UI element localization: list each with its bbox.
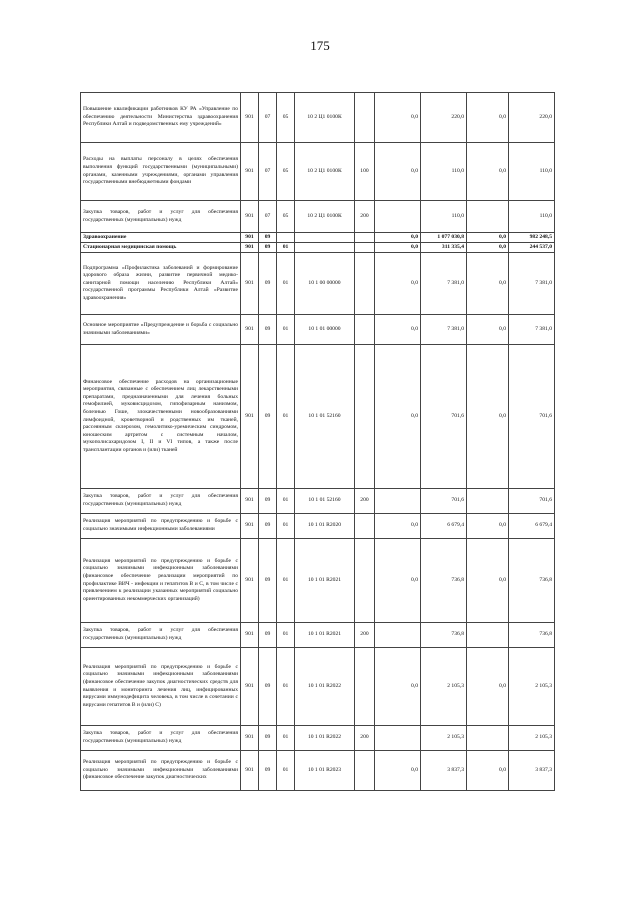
amount-col-2: 220,0 bbox=[421, 93, 467, 143]
section-code: 09 bbox=[259, 253, 277, 315]
amount-col-4: 110,0 bbox=[509, 143, 555, 201]
ministry-code: 901 bbox=[241, 514, 259, 539]
ministry-code: 901 bbox=[241, 345, 259, 489]
expense-type bbox=[355, 648, 375, 726]
amount-col-1: 0,0 bbox=[375, 315, 421, 345]
amount-col-3: 0,0 bbox=[467, 539, 509, 623]
amount-col-4: 701,6 bbox=[509, 345, 555, 489]
amount-col-4: 2 105,3 bbox=[509, 726, 555, 751]
row-name: Повышение квалификации работников КУ РА «Управление по обеспечению деятельности Министерства здравоохранения Республики Алтай и подведомственных ему учреждений» bbox=[81, 93, 241, 143]
page-number: 175 bbox=[310, 38, 330, 53]
ministry-code: 901 bbox=[241, 243, 259, 253]
amount-col-3: 0,0 bbox=[467, 751, 509, 791]
amount-col-3 bbox=[467, 489, 509, 514]
amount-col-1 bbox=[375, 623, 421, 648]
amount-col-1 bbox=[375, 489, 421, 514]
ministry-code: 901 bbox=[241, 201, 259, 233]
section-code: 07 bbox=[259, 143, 277, 201]
table-row bbox=[81, 623, 555, 648]
row-name: Стационарная медицинская помощь bbox=[81, 243, 241, 253]
subsection-code: 01 bbox=[277, 514, 295, 539]
amount-col-2: 2 105,3 bbox=[421, 648, 467, 726]
row-name: Реализация мероприятий по предупреждению и борьбе с социально значимыми инфекционными заболеваниями (финансовое обеспечение реализации мероприятий по профилактике ВИЧ - инфекции и гепатитов В и С, в том числе с привлечением к реализации указанных мероприятий социально ориентированных некоммерческих организаций) bbox=[81, 539, 241, 623]
amount-col-3: 0,0 bbox=[467, 243, 509, 253]
row-name: Здравоохранение bbox=[81, 233, 241, 243]
target-article: 10 1 01 R2021 bbox=[295, 539, 355, 623]
subsection-code: 01 bbox=[277, 726, 295, 751]
section-code: 09 bbox=[259, 243, 277, 253]
table-row bbox=[81, 201, 555, 233]
section-code: 07 bbox=[259, 201, 277, 233]
subsection-code: 01 bbox=[277, 345, 295, 489]
subsection-code: 01 bbox=[277, 751, 295, 791]
amount-col-1: 0,0 bbox=[375, 345, 421, 489]
table-body bbox=[81, 93, 555, 791]
target-article: 10 1 01 R2020 bbox=[295, 514, 355, 539]
amount-col-1: 0,0 bbox=[375, 93, 421, 143]
row-name: Реализация мероприятий по предупреждению и борьбе с социально значимыми инфекционными заболеваниями (финансовое обеспечение закупок диагностических bbox=[81, 751, 241, 791]
expense-type bbox=[355, 233, 375, 243]
subsection-code: 01 bbox=[277, 243, 295, 253]
expense-type bbox=[355, 315, 375, 345]
target-article: 10 1 01 R2022 bbox=[295, 726, 355, 751]
section-code: 09 bbox=[259, 648, 277, 726]
amount-col-4: 244 537,0 bbox=[509, 243, 555, 253]
section-code: 09 bbox=[259, 345, 277, 489]
amount-col-3: 0,0 bbox=[467, 233, 509, 243]
subsection-code: 01 bbox=[277, 539, 295, 623]
table-row bbox=[81, 243, 555, 253]
expense-type bbox=[355, 539, 375, 623]
expense-type: 100 bbox=[355, 143, 375, 201]
section-code: 09 bbox=[259, 489, 277, 514]
amount-col-4: 6 679,4 bbox=[509, 514, 555, 539]
row-name: Закупка товаров, работ и услуг для обеспечения государственных (муниципальных) нужд bbox=[81, 726, 241, 751]
target-article: 10 1 01 00000 bbox=[295, 315, 355, 345]
row-name: Финансовое обеспечение расходов на организационные мероприятия, связанные с обеспечением лиц лекарственными препаратами, предназначенными для лечения больных гемофилией, муковисцидозом, гипофизарным нанизмом, болезнью Гоше, злокачественными новообразованиями лимфоидной, кроветворной и родственных им тканей, рассеянным склерозом, гемолитико-уремическим синдромом, юношеским артритом с системным началом, мукополисахаридозом I, II и VI типов, а также после трансплантации органов и (или) тканей bbox=[81, 345, 241, 489]
amount-col-4: 220,0 bbox=[509, 93, 555, 143]
amount-col-3: 0,0 bbox=[467, 648, 509, 726]
subsection-code: 05 bbox=[277, 143, 295, 201]
section-code: 09 bbox=[259, 751, 277, 791]
amount-col-4: 7 381,0 bbox=[509, 315, 555, 345]
amount-col-3: 0,0 bbox=[467, 345, 509, 489]
target-article: 10 1 01 R2022 bbox=[295, 648, 355, 726]
amount-col-4: 701,6 bbox=[509, 489, 555, 514]
amount-col-2: 1 077 030,8 bbox=[421, 233, 467, 243]
target-article bbox=[295, 233, 355, 243]
ministry-code: 901 bbox=[241, 93, 259, 143]
row-name: Закупка товаров, работ и услуг для обеспечения государственных (муниципальных) нужд bbox=[81, 489, 241, 514]
table-row bbox=[81, 93, 555, 143]
amount-col-1: 0,0 bbox=[375, 751, 421, 791]
amount-col-2: 3 837,3 bbox=[421, 751, 467, 791]
expense-type bbox=[355, 243, 375, 253]
row-name: Основное мероприятие «Предупреждение и борьба с социально значимыми заболеваниями» bbox=[81, 315, 241, 345]
amount-col-1: 0,0 bbox=[375, 233, 421, 243]
amount-col-4: 2 105,3 bbox=[509, 648, 555, 726]
section-code: 09 bbox=[259, 233, 277, 243]
amount-col-3: 0,0 bbox=[467, 315, 509, 345]
subsection-code bbox=[277, 233, 295, 243]
row-name: Реализация мероприятий по предупреждению и борьбе с социально значимыми инфекционными заболеваниями (финансовое обеспечение закупок диагностических средств для выявления и мониторинга лечения лиц, инфицированных вирусами иммунодефицита человека, в том числе в сочетании с вирусами гепатитов В и (или) С) bbox=[81, 648, 241, 726]
expense-type bbox=[355, 514, 375, 539]
subsection-code: 01 bbox=[277, 648, 295, 726]
amount-col-2: 736,8 bbox=[421, 623, 467, 648]
target-article: 10 1 01 52160 bbox=[295, 345, 355, 489]
target-article: 10 2 Ц1 0100К bbox=[295, 143, 355, 201]
table-row bbox=[81, 539, 555, 623]
table-row bbox=[81, 253, 555, 315]
row-name: Закупка товаров, работ и услуг для обеспечения государственных (муниципальных) нужд bbox=[81, 201, 241, 233]
section-code: 07 bbox=[259, 93, 277, 143]
expense-type bbox=[355, 345, 375, 489]
amount-col-3 bbox=[467, 623, 509, 648]
target-article: 10 1 00 00000 bbox=[295, 253, 355, 315]
amount-col-2: 2 105,3 bbox=[421, 726, 467, 751]
row-name: Закупка товаров, работ и услуг для обеспечения государственных (муниципальных) нужд bbox=[81, 623, 241, 648]
row-name: Реализация мероприятий по предупреждению и борьбе с социально значимыми инфекционными заболеваниями bbox=[81, 514, 241, 539]
amount-col-2: 7 381,0 bbox=[421, 315, 467, 345]
amount-col-1: 0,0 bbox=[375, 648, 421, 726]
ministry-code: 901 bbox=[241, 233, 259, 243]
amount-col-2: 110,0 bbox=[421, 201, 467, 233]
amount-col-4: 3 837,3 bbox=[509, 751, 555, 791]
table-row bbox=[81, 233, 555, 243]
ministry-code: 901 bbox=[241, 539, 259, 623]
amount-col-2: 701,6 bbox=[421, 489, 467, 514]
amount-col-4: 982 248,5 bbox=[509, 233, 555, 243]
subsection-code: 01 bbox=[277, 253, 295, 315]
table-row bbox=[81, 143, 555, 201]
section-code: 09 bbox=[259, 514, 277, 539]
section-code: 09 bbox=[259, 315, 277, 345]
subsection-code: 01 bbox=[277, 489, 295, 514]
subsection-code: 05 bbox=[277, 93, 295, 143]
amount-col-3: 0,0 bbox=[467, 253, 509, 315]
target-article: 10 1 01 R2021 bbox=[295, 623, 355, 648]
amount-col-2: 701,6 bbox=[421, 345, 467, 489]
expense-type bbox=[355, 751, 375, 791]
table-row bbox=[81, 489, 555, 514]
ministry-code: 901 bbox=[241, 143, 259, 201]
table-row bbox=[81, 751, 555, 791]
amount-col-2: 6 679,4 bbox=[421, 514, 467, 539]
expense-type: 200 bbox=[355, 489, 375, 514]
section-code: 09 bbox=[259, 623, 277, 648]
amount-col-3 bbox=[467, 726, 509, 751]
amount-col-3: 0,0 bbox=[467, 143, 509, 201]
subsection-code: 05 bbox=[277, 201, 295, 233]
row-name: Подпрограмма «Профилактика заболеваний и формирование здорового образа жизни, развитие первичной медико-санитарной помощи населению Республики Алтай» государственной программы Республики Алтай «Развитие здравоохранения» bbox=[81, 253, 241, 315]
ministry-code: 901 bbox=[241, 648, 259, 726]
target-article: 10 1 01 52160 bbox=[295, 489, 355, 514]
ministry-code: 901 bbox=[241, 315, 259, 345]
section-code: 09 bbox=[259, 726, 277, 751]
amount-col-2: 311 335,4 bbox=[421, 243, 467, 253]
subsection-code: 01 bbox=[277, 623, 295, 648]
expense-type: 200 bbox=[355, 201, 375, 233]
target-article: 10 2 Ц1 0100К bbox=[295, 201, 355, 233]
expense-type: 200 bbox=[355, 623, 375, 648]
table-row bbox=[81, 648, 555, 726]
amount-col-2: 110,0 bbox=[421, 143, 467, 201]
amount-col-2: 736,8 bbox=[421, 539, 467, 623]
amount-col-3: 0,0 bbox=[467, 514, 509, 539]
table-row bbox=[81, 315, 555, 345]
amount-col-1: 0,0 bbox=[375, 514, 421, 539]
expense-type bbox=[355, 93, 375, 143]
amount-col-2: 7 381,0 bbox=[421, 253, 467, 315]
target-article: 10 2 Ц1 0100К bbox=[295, 93, 355, 143]
expense-type: 200 bbox=[355, 726, 375, 751]
table-row bbox=[81, 726, 555, 751]
amount-col-1: 0,0 bbox=[375, 143, 421, 201]
table-row bbox=[81, 514, 555, 539]
ministry-code: 901 bbox=[241, 623, 259, 648]
amount-col-1 bbox=[375, 726, 421, 751]
amount-col-4: 736,8 bbox=[509, 623, 555, 648]
row-name: Расходы на выплаты персоналу в целях обеспечения выполнения функций государственными (муниципальными) органами, казенными учреждениями, органами управления государственными внебюджетными фондами bbox=[81, 143, 241, 201]
ministry-code: 901 bbox=[241, 751, 259, 791]
expense-type bbox=[355, 253, 375, 315]
subsection-code: 01 bbox=[277, 315, 295, 345]
amount-col-3: 0,0 bbox=[467, 93, 509, 143]
ministry-code: 901 bbox=[241, 489, 259, 514]
amount-col-4: 110,0 bbox=[509, 201, 555, 233]
target-article bbox=[295, 243, 355, 253]
ministry-code: 901 bbox=[241, 726, 259, 751]
table-row bbox=[81, 345, 555, 489]
amount-col-1: 0,0 bbox=[375, 253, 421, 315]
budget-table bbox=[80, 92, 555, 791]
section-code: 09 bbox=[259, 539, 277, 623]
amount-col-1 bbox=[375, 201, 421, 233]
amount-col-1: 0,0 bbox=[375, 539, 421, 623]
amount-col-3 bbox=[467, 201, 509, 233]
target-article: 10 1 01 R2023 bbox=[295, 751, 355, 791]
amount-col-4: 7 381,0 bbox=[509, 253, 555, 315]
amount-col-4: 736,8 bbox=[509, 539, 555, 623]
ministry-code: 901 bbox=[241, 253, 259, 315]
amount-col-1: 0,0 bbox=[375, 243, 421, 253]
